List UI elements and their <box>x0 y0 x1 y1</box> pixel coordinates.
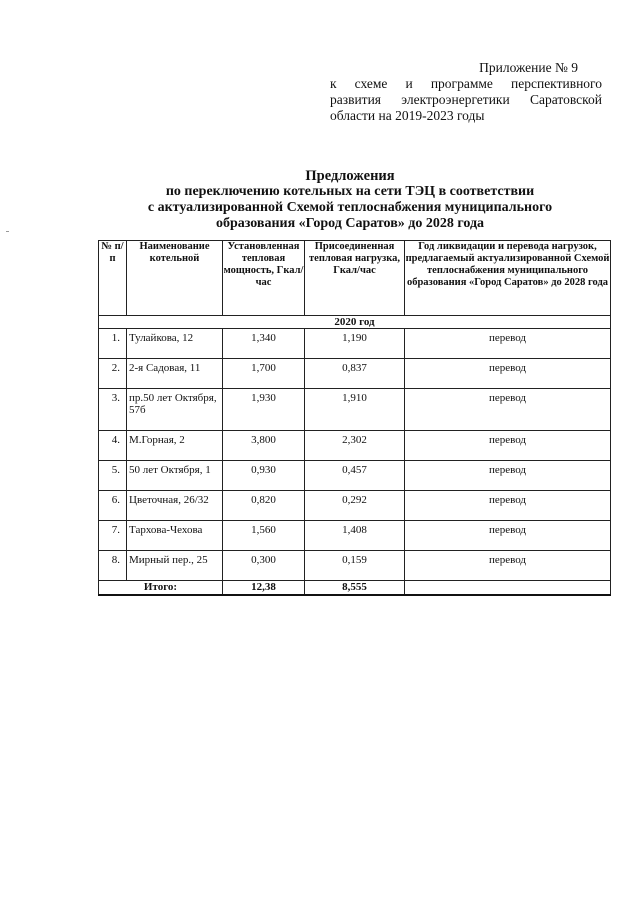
row-power: 0,930 <box>223 461 305 491</box>
row-year: перевод <box>405 461 611 491</box>
row-power: 1,340 <box>223 329 305 359</box>
document-title <box>60 168 640 232</box>
row-power: 3,800 <box>223 431 305 461</box>
row-load: 1,910 <box>305 389 405 431</box>
row-name: Мирный пер., 25 <box>127 551 223 581</box>
table-row <box>99 329 611 359</box>
row-number: 6. <box>99 491 127 521</box>
header-load: Присоединенная тепловая нагрузка, Гкал/час <box>305 241 405 316</box>
row-power: 1,560 <box>223 521 305 551</box>
row-name: Цветочная, 26/32 <box>127 491 223 521</box>
table-row <box>99 359 611 389</box>
title-main: Предложения <box>305 168 395 184</box>
row-number: 7. <box>99 521 127 551</box>
row-load: 0,159 <box>305 551 405 581</box>
total-load: 8,555 <box>305 581 405 596</box>
row-number: 4. <box>99 431 127 461</box>
table-row <box>99 431 611 461</box>
row-name: М.Горная, 2 <box>127 431 223 461</box>
header-number: № п/п <box>99 241 127 316</box>
row-load: 1,190 <box>305 329 405 359</box>
appendix-line: к схеме и программе перспективного <box>330 76 602 91</box>
header-name: Наименование котельной <box>127 241 223 316</box>
appendix-line: области на 2019-2023 годы <box>330 108 485 123</box>
row-load: 0,292 <box>305 491 405 521</box>
table-row <box>99 491 611 521</box>
row-year: перевод <box>405 521 611 551</box>
scan-dot <box>6 231 9 232</box>
row-power: 0,820 <box>223 491 305 521</box>
table-header-row <box>99 241 611 316</box>
row-power: 1,930 <box>223 389 305 431</box>
total-label: Итого: <box>99 581 223 596</box>
row-load: 2,302 <box>305 431 405 461</box>
row-name: 2-я Садовая, 11 <box>127 359 223 389</box>
group-row <box>99 316 611 329</box>
row-year: перевод <box>405 551 611 581</box>
total-power: 12,38 <box>223 581 305 596</box>
appendix-note <box>330 60 602 124</box>
row-year: перевод <box>405 329 611 359</box>
row-number: 1. <box>99 329 127 359</box>
row-power: 0,300 <box>223 551 305 581</box>
table-row <box>99 521 611 551</box>
row-year: перевод <box>405 389 611 431</box>
total-row <box>99 581 611 596</box>
title-line: по переключению котельных на сети ТЭЦ в соответствии <box>165 184 535 199</box>
title-line: с актуализированной Схемой теплоснабжения муниципального <box>147 200 553 215</box>
header-year: Год ликвидации и перевода нагрузок, предлагаемый актуализированной Схемой теплоснабжения муниципального образования «Город Саратов» до 2028 года <box>405 241 611 316</box>
row-load: 0,837 <box>305 359 405 389</box>
group-label: 2020 год <box>99 316 611 329</box>
row-load: 0,457 <box>305 461 405 491</box>
row-power: 1,700 <box>223 359 305 389</box>
row-name: Тулайкова, 12 <box>127 329 223 359</box>
row-load: 1,408 <box>305 521 405 551</box>
row-number: 3. <box>99 389 127 431</box>
appendix-number: Приложение № 9 <box>479 60 578 75</box>
row-number: 5. <box>99 461 127 491</box>
row-name: 50 лет Октября, 1 <box>127 461 223 491</box>
header-power: Установленная тепловая мощность, Гкал/час <box>223 241 305 316</box>
row-number: 2. <box>99 359 127 389</box>
total-year <box>405 581 611 596</box>
row-name: Тархова-Чехова <box>127 521 223 551</box>
appendix-line: развития электроэнергетики Саратовской <box>330 92 602 107</box>
row-number: 8. <box>99 551 127 581</box>
row-year: перевод <box>405 431 611 461</box>
row-name: пр.50 лет Октября, 57б <box>127 389 223 431</box>
table-row <box>99 389 611 431</box>
row-year: перевод <box>405 491 611 521</box>
table-row <box>99 461 611 491</box>
title-line: образования «Город Саратов» до 2028 года <box>215 216 485 231</box>
table-row <box>99 551 611 581</box>
boiler-table <box>98 240 611 596</box>
row-year: перевод <box>405 359 611 389</box>
